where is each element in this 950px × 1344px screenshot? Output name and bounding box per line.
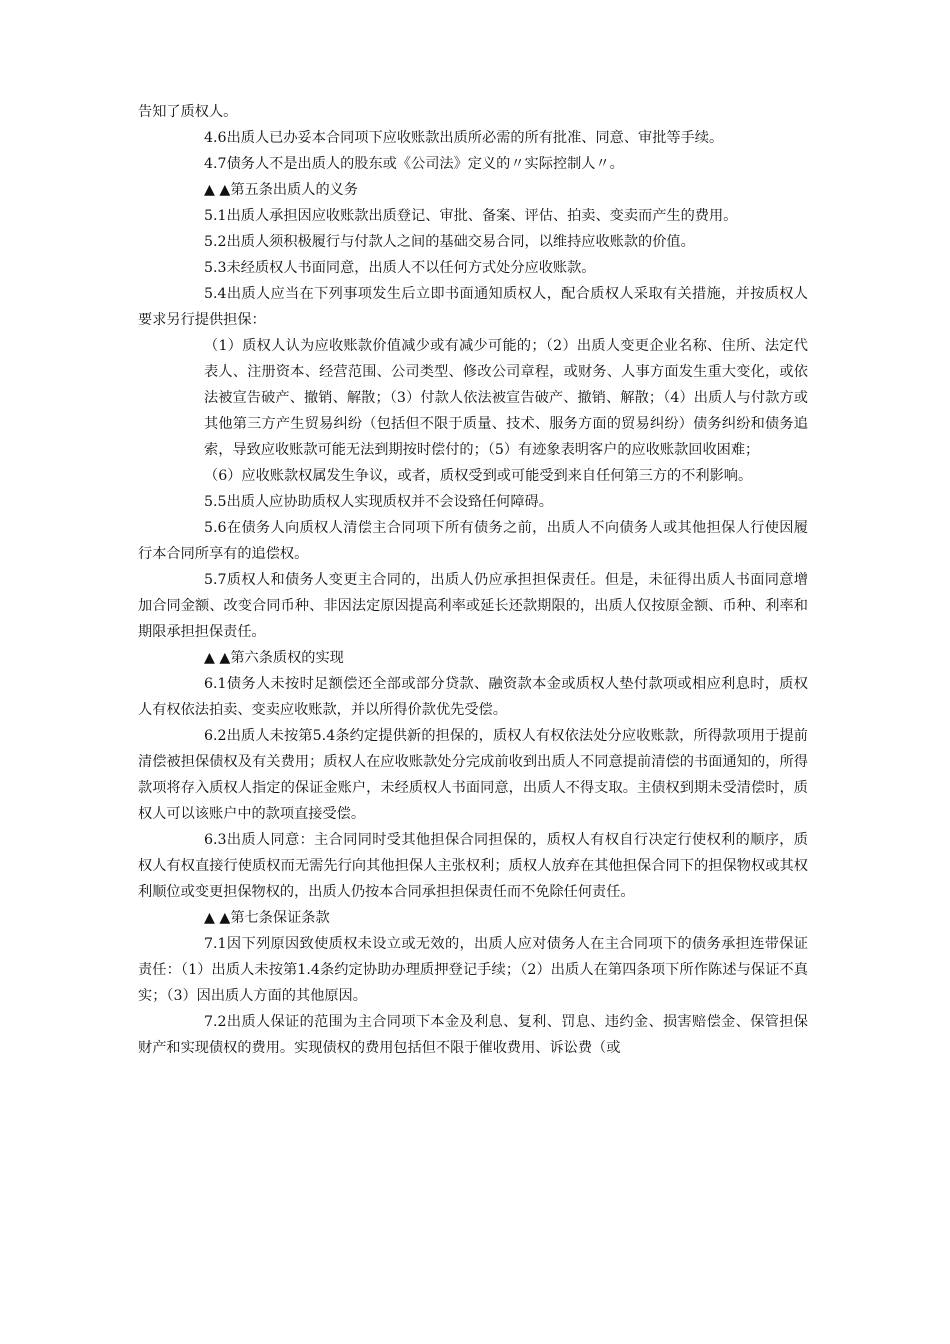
clause-5-2: 5.2出质人须积极履行与付款人之间的基础交易合同，以维持应收账款的价值。 [204, 234, 695, 250]
clause-5-3: 5.3未经质权人书面同意，出质人不以任何方式处分应收账款。 [204, 260, 596, 276]
article-7-heading: ▲ ▲第七条保证条款 [204, 910, 330, 926]
clause-6-1: 6.1债务人未按时足额偿还全部或部分贷款、融资款本金或质权人垫付款项或相应利息时，质权人有权依法拍卖、变卖应收账款，并以所得价款优先受偿。 [138, 676, 808, 718]
article-6-heading: ▲ ▲第六条质权的实现 [204, 650, 344, 666]
clause-5-1: 5.1出质人承担因应收账款出质登记、审批、备案、评估、拍卖、变卖而产生的费用。 [204, 208, 738, 224]
clause-5-5: 5.5出质人应协助质权人实现质权并不会设臵任何障碍。 [204, 494, 553, 510]
clause-5-4-items: （1）质权人认为应收账款价值减少或有减少可能的；（2）出质人变更企业名称、住所、法定代表人、注册资本、经营范围、公司类型、修改公司章程，或财务、人事方面发生重大变化，或依法被宣告破产、撤销、解散；（3）付款人依法被宣告破产、撤销、解散；（4）出质人与付款方或其他第三方产生贸易纠纷（包括但不限于质量、技术、服务方面的贸易纠纷）债务纠纷和债务追索，导致应收账款可能无法到期按时偿付的；（5）有迹象表明客户的应收账款回收困难； [204, 338, 808, 458]
clause-6-2: 6.2出质人未按第5.4条约定提供新的担保的，质权人有权依法处分应收账款，所得款项用于提前清偿被担保债权及有关费用；质权人在应收账款处分完成前收到出质人不同意提前清偿的书面通知的，所得款项将存入质权人指定的保证金账户，未经质权人书面同意，出质人不得支取。主债权到期未受清偿时，质权人可以该账户中的款项直接受偿。 [138, 728, 808, 822]
clause-6-3: 6.3出质人同意：主合同同时受其他担保合同担保的，质权人有权自行决定行使权利的顺序，质权人有权直接行使质权而无需先行向其他担保人主张权利；质权人放弃在其他担保合同下的担保物权或其权利顺位或变更担保物权的，出质人仍按本合同承担担保责任而不免除任何责任。 [138, 832, 808, 900]
document-body [138, 99, 808, 1061]
clause-4-6: 4.6出质人已办妥本合同项下应收账款出质所必需的所有批准、同意、审批等手续。 [204, 130, 724, 146]
clause-7-1: 7.1因下列原因致使质权未设立或无效的，出质人应对债务人在主合同项下的债务承担连带保证责任：（1）出质人未按第1.4条约定协助办理质押登记手续；（2）出质人在第四条项下所作陈述与保证不真实；（3）因出质人方面的其他原因。 [138, 936, 808, 1004]
clause-5-4: 5.4出质人应当在下列事项发生后立即书面通知质权人，配合质权人采取有关措施，并按质权人要求另行提供担保： [138, 286, 808, 328]
clause-5-7: 5.7质权人和债务人变更主合同的，出质人仍应承担担保责任。但是，未征得出质人书面同意增加合同金额、改变合同币种、非因法定原因提高利率或延长还款期限的，出质人仅按原金额、币种、利率和期限承担担保责任。 [138, 572, 808, 640]
paragraph-continuation: 告知了质权人。 [138, 104, 238, 120]
clause-4-7: 4.7债务人不是出质人的股东或《公司法》定义的〃实际控制人〃。 [204, 156, 624, 172]
clause-5-6: 5.6在债务人向质权人清偿主合同项下所有债务之前，出质人不向债务人或其他担保人行使因履行本合同所享有的追偿权。 [138, 520, 808, 562]
article-5-heading: ▲ ▲第五条出质人的义务 [204, 182, 359, 198]
clause-5-4-item-6: （6）应收账款权属发生争议，或者，质权受到或可能受到来自任何第三方的不利影响。 [204, 468, 753, 484]
clause-7-2: 7.2出质人保证的范围为主合同项下本金及利息、复利、罚息、违约金、损害赔偿金、保管担保财产和实现债权的费用。实现债权的费用包括但不限于催收费用、诉讼费（或 [138, 1014, 808, 1056]
